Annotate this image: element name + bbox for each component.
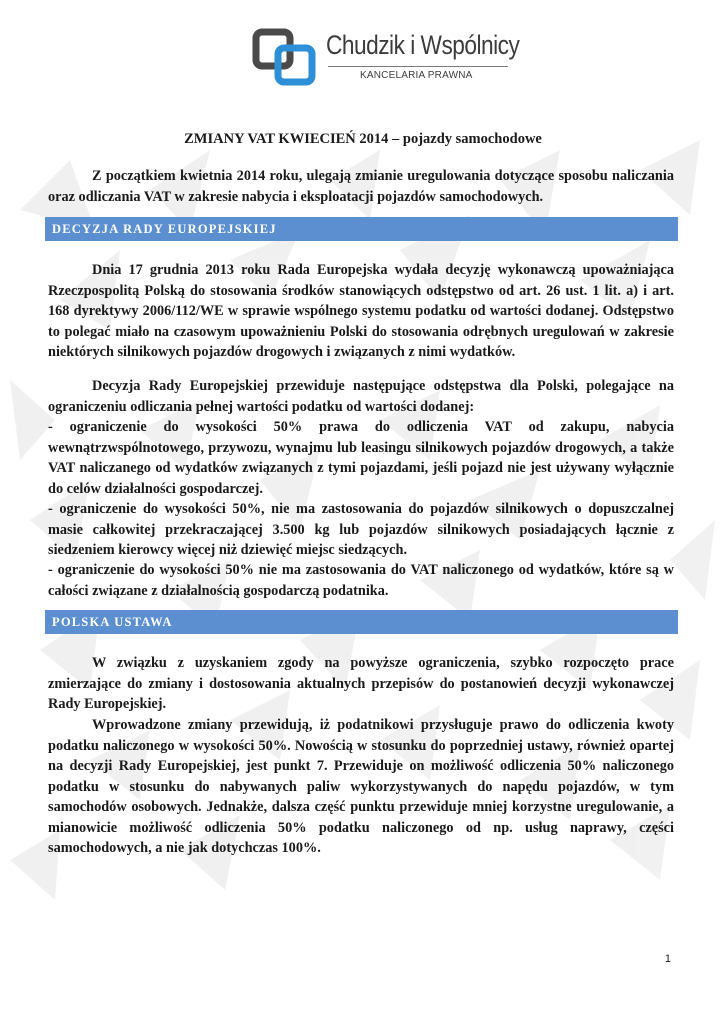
section-paragraph: Wprowadzone zmiany przewidują, iż podatnikowi przysługuje prawo do odliczenia kwoty podatku naliczonego w wysokości 50%. Nowością w stosunku do poprzedniej ustawy, również opartej na decyzji Rady Europejskiej, jest punkt 7. Przewiduje on możliwość odliczenia 50% naliczonego podatku w stosunku do nabywanych paliw wykorzystywanych do napędu pojazdów, w tym samochodów osobowych. Jednakże, dalsza część punktu przewiduje mniej korzystne uregulowanie, a mianowicie możliwość odliczenia 50% podatku naliczonego od np. usług naprawy, części samochodowych, a nie jak dotychczas 100%. <box>48 717 674 856</box>
list-item: - ograniczenie do wysokości 50% prawa do odliczenia VAT od zakupu, nabycia wewnątrzwspólnotowego, przywozu, wynajmu lub leasingu silnikowych pojazdów drogowych, a także VAT naliczanego od wydatków związanych z tymi pojazdami, jeśli pojazd nie jest używany wyłącznie do celów działalności gospodarczej. <box>48 419 674 497</box>
company-logo <box>252 28 520 88</box>
document-title: ZMIANY VAT KWIECIEŃ 2014 – pojazdy samochodowe <box>184 131 542 147</box>
section-heading: POLSKA USTAWA <box>52 615 173 629</box>
logo-squares-icon <box>252 28 318 88</box>
section-paragraph: Dnia 17 grudnia 2013 roku Rada Europejska wydała decyzję wykonawczą upoważniająca Rzeczpospolitą Polską do stosowania środków stanowiących odstępstwo od art. 26 ust. 1 lit. a) i art. 168 dyrektywy 2006/112/WE w sprawie wspólnego systemu podatku od wartości dodanej. Odstępstwo to polegać miało na czasowym upoważnieniu Polski do stosowania odrębnych uregulowań w zakresie niektórych silnikowych pojazdów drogowych i związanych z nimi wydatków. <box>48 262 674 360</box>
logo-name: Chudzik i Wspólnicy <box>326 30 520 60</box>
list-item: - ograniczenie do wysokości 50%, nie ma zastosowania do pojazdów silnikowych o dopuszczalnej masie całkowitej przekraczającej 3.500 kg lub pojazdów silnikowych posiadających łącznie z siedzeniem kierowcy więcej niż dziewięć miejsc siedzących. <box>48 501 674 558</box>
section-paragraph: Decyzja Rady Europejskiej przewiduje następujące odstępstwa dla Polski, polegające na ograniczeniu odliczania pełnej wartości podatku od wartości dodanej: <box>48 378 674 415</box>
list-item: - ograniczenie do wysokości 50% nie ma zastosowania do VAT naliczonego od wydatków, które są w całości związane z działalnością gospodarczą podatnika. <box>48 562 674 599</box>
logo-divider <box>328 66 508 67</box>
section-paragraph: W związku z uzyskaniem zgody na powyższe ograniczenia, szybko rozpoczęto prace zmierzające do zmiany i dostosowania aktualnych przepisów do postanowień decyzji wykonawczej Rady Europejskiej. <box>48 655 674 712</box>
section-heading-band <box>45 610 678 634</box>
page-number: 1 <box>664 953 671 965</box>
section-heading: DECYZJA RADY EUROPEJSKIEJ <box>52 222 277 236</box>
logo-subtitle: KANCELARIA PRAWNA <box>360 70 473 81</box>
intro-paragraph: Z początkiem kwietnia 2014 roku, ulegają zmianie uregulowania dotyczące sposobu naliczania oraz odliczania VAT w zakresie nabycia i eksploatacji pojazdów samochodowych. <box>48 168 674 205</box>
section-heading-band <box>45 217 678 241</box>
